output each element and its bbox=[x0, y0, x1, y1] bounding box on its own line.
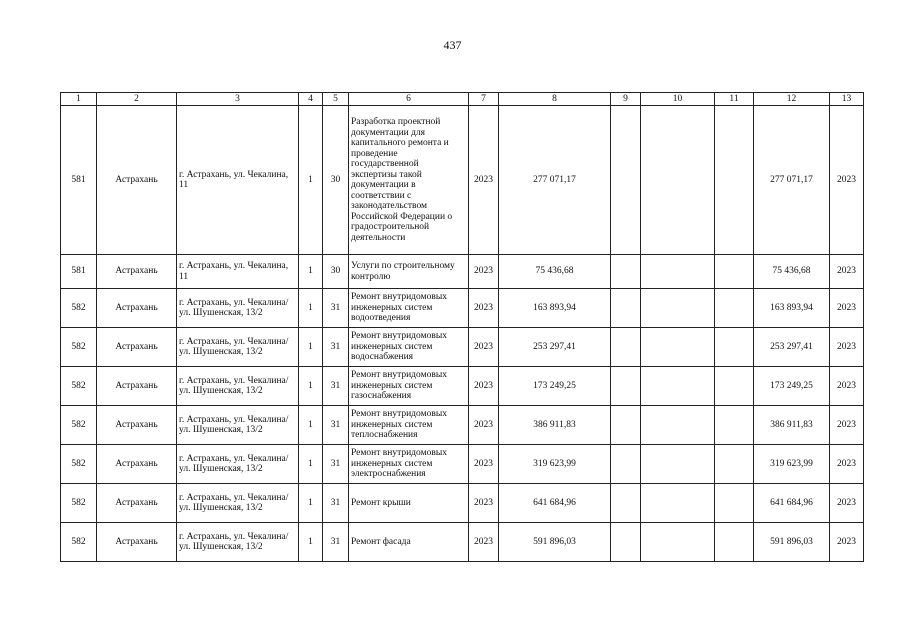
address-cell: г. Астрахань, ул. Чекалина, 11 bbox=[177, 255, 299, 289]
column-header: 13 bbox=[830, 93, 864, 106]
col10-cell bbox=[641, 255, 715, 289]
address-cell: г. Астрахань, ул. Чекалина/ ул. Шушенская, 13/2 bbox=[177, 445, 299, 484]
year-cell: 2023 bbox=[469, 328, 499, 367]
col5-cell: 31 bbox=[323, 406, 349, 445]
table-row bbox=[61, 523, 864, 562]
work-type-cell: Ремонт внутридомовых инженерных систем теплоснабжения bbox=[349, 406, 469, 445]
city-cell: Астрахань bbox=[97, 484, 177, 523]
work-type-cell: Ремонт внутридомовых инженерных систем водоотведения bbox=[349, 289, 469, 328]
amount-cell: 277 071,17 bbox=[499, 106, 611, 255]
address-cell: г. Астрахань, ул. Чекалина/ ул. Шушенская, 13/2 bbox=[177, 328, 299, 367]
col11-cell bbox=[715, 406, 754, 445]
col4-cell: 1 bbox=[299, 255, 323, 289]
col11-cell bbox=[715, 328, 754, 367]
work-type-cell: Разработка проектной документации для капитального ремонта и проведение государственной экспертизы такой документации в соответствии с законодательством Российской Федерации о градостроительной деятельности bbox=[349, 106, 469, 255]
year-end-cell: 2023 bbox=[830, 255, 864, 289]
year-end-cell: 2023 bbox=[830, 484, 864, 523]
year-cell: 2023 bbox=[469, 289, 499, 328]
row-number: 582 bbox=[61, 445, 97, 484]
col4-cell: 1 bbox=[299, 106, 323, 255]
column-header: 5 bbox=[323, 93, 349, 106]
col10-cell bbox=[641, 406, 715, 445]
col9-cell bbox=[611, 406, 641, 445]
col11-cell bbox=[715, 367, 754, 406]
year-end-cell: 2023 bbox=[830, 445, 864, 484]
table-row bbox=[61, 445, 864, 484]
year-cell: 2023 bbox=[469, 367, 499, 406]
column-header: 3 bbox=[177, 93, 299, 106]
col5-cell: 31 bbox=[323, 328, 349, 367]
work-type-cell: Ремонт внутридомовых инженерных систем газоснабжения bbox=[349, 367, 469, 406]
work-type-cell: Ремонт внутридомовых инженерных систем водоснабжения bbox=[349, 328, 469, 367]
col5-cell: 31 bbox=[323, 289, 349, 328]
year-end-cell: 2023 bbox=[830, 106, 864, 255]
address-cell: г. Астрахань, ул. Чекалина/ ул. Шушенская, 13/2 bbox=[177, 406, 299, 445]
amount-cell: 173 249,25 bbox=[499, 367, 611, 406]
row-number: 582 bbox=[61, 523, 97, 562]
total-cell: 75 436,68 bbox=[754, 255, 830, 289]
col10-cell bbox=[641, 484, 715, 523]
col9-cell bbox=[611, 328, 641, 367]
year-cell: 2023 bbox=[469, 406, 499, 445]
column-header: 9 bbox=[611, 93, 641, 106]
col4-cell: 1 bbox=[299, 367, 323, 406]
total-cell: 641 684,96 bbox=[754, 484, 830, 523]
address-cell: г. Астрахань, ул. Чекалина/ ул. Шушенская, 13/2 bbox=[177, 484, 299, 523]
col5-cell: 31 bbox=[323, 367, 349, 406]
table-row bbox=[61, 255, 864, 289]
address-cell: г. Астрахань, ул. Чекалина/ ул. Шушенская, 13/2 bbox=[177, 523, 299, 562]
col9-cell bbox=[611, 106, 641, 255]
col5-cell: 31 bbox=[323, 523, 349, 562]
table-row bbox=[61, 106, 864, 255]
column-header: 8 bbox=[499, 93, 611, 106]
year-cell: 2023 bbox=[469, 484, 499, 523]
header-row bbox=[61, 93, 864, 106]
year-cell: 2023 bbox=[469, 523, 499, 562]
column-header: 1 bbox=[61, 93, 97, 106]
year-end-cell: 2023 bbox=[830, 328, 864, 367]
year-end-cell: 2023 bbox=[830, 289, 864, 328]
col9-cell bbox=[611, 289, 641, 328]
col5-cell: 31 bbox=[323, 445, 349, 484]
amount-cell: 75 436,68 bbox=[499, 255, 611, 289]
city-cell: Астрахань bbox=[97, 289, 177, 328]
address-cell: г. Астрахань, ул. Чекалина, 11 bbox=[177, 106, 299, 255]
city-cell: Астрахань bbox=[97, 106, 177, 255]
work-type-cell: Услуги по строительному контролю bbox=[349, 255, 469, 289]
col9-cell bbox=[611, 255, 641, 289]
row-number: 582 bbox=[61, 328, 97, 367]
col10-cell bbox=[641, 523, 715, 562]
col11-cell bbox=[715, 445, 754, 484]
city-cell: Астрахань bbox=[97, 328, 177, 367]
amount-cell: 386 911,83 bbox=[499, 406, 611, 445]
total-cell: 173 249,25 bbox=[754, 367, 830, 406]
col11-cell bbox=[715, 106, 754, 255]
row-number: 582 bbox=[61, 406, 97, 445]
col10-cell bbox=[641, 289, 715, 328]
amount-cell: 253 297,41 bbox=[499, 328, 611, 367]
column-header: 10 bbox=[641, 93, 715, 106]
amount-cell: 641 684,96 bbox=[499, 484, 611, 523]
year-cell: 2023 bbox=[469, 106, 499, 255]
row-number: 581 bbox=[61, 255, 97, 289]
col4-cell: 1 bbox=[299, 328, 323, 367]
year-end-cell: 2023 bbox=[830, 406, 864, 445]
address-cell: г. Астрахань, ул. Чекалина/ ул. Шушенская, 13/2 bbox=[177, 367, 299, 406]
total-cell: 277 071,17 bbox=[754, 106, 830, 255]
column-header: 6 bbox=[349, 93, 469, 106]
col9-cell bbox=[611, 445, 641, 484]
col10-cell bbox=[641, 328, 715, 367]
col11-cell bbox=[715, 255, 754, 289]
col4-cell: 1 bbox=[299, 406, 323, 445]
col11-cell bbox=[715, 289, 754, 328]
amount-cell: 163 893,94 bbox=[499, 289, 611, 328]
table-row bbox=[61, 406, 864, 445]
column-header: 7 bbox=[469, 93, 499, 106]
row-number: 582 bbox=[61, 367, 97, 406]
work-type-cell: Ремонт крыши bbox=[349, 484, 469, 523]
col4-cell: 1 bbox=[299, 523, 323, 562]
col5-cell: 30 bbox=[323, 255, 349, 289]
col11-cell bbox=[715, 484, 754, 523]
amount-cell: 319 623,99 bbox=[499, 445, 611, 484]
city-cell: Астрахань bbox=[97, 367, 177, 406]
column-header: 11 bbox=[715, 93, 754, 106]
col10-cell bbox=[641, 106, 715, 255]
address-cell: г. Астрахань, ул. Чекалина/ ул. Шушенская, 13/2 bbox=[177, 289, 299, 328]
column-header: 4 bbox=[299, 93, 323, 106]
col5-cell: 31 bbox=[323, 484, 349, 523]
total-cell: 386 911,83 bbox=[754, 406, 830, 445]
year-end-cell: 2023 bbox=[830, 523, 864, 562]
total-cell: 319 623,99 bbox=[754, 445, 830, 484]
row-number: 582 bbox=[61, 289, 97, 328]
amount-cell: 591 896,03 bbox=[499, 523, 611, 562]
total-cell: 253 297,41 bbox=[754, 328, 830, 367]
work-type-cell: Ремонт фасада bbox=[349, 523, 469, 562]
work-type-cell: Ремонт внутридомовых инженерных систем электроснабжения bbox=[349, 445, 469, 484]
city-cell: Астрахань bbox=[97, 255, 177, 289]
col10-cell bbox=[641, 445, 715, 484]
col9-cell bbox=[611, 523, 641, 562]
year-cell: 2023 bbox=[469, 445, 499, 484]
year-cell: 2023 bbox=[469, 255, 499, 289]
city-cell: Астрахань bbox=[97, 406, 177, 445]
repair-registry-table bbox=[60, 92, 864, 562]
table-row bbox=[61, 367, 864, 406]
city-cell: Астрахань bbox=[97, 445, 177, 484]
col4-cell: 1 bbox=[299, 445, 323, 484]
table-row bbox=[61, 484, 864, 523]
total-cell: 591 896,03 bbox=[754, 523, 830, 562]
col9-cell bbox=[611, 484, 641, 523]
row-number: 581 bbox=[61, 106, 97, 255]
city-cell: Астрахань bbox=[97, 523, 177, 562]
total-cell: 163 893,94 bbox=[754, 289, 830, 328]
column-header: 12 bbox=[754, 93, 830, 106]
table-row bbox=[61, 328, 864, 367]
table-row bbox=[61, 289, 864, 328]
row-number: 582 bbox=[61, 484, 97, 523]
page-number: 437 bbox=[443, 38, 462, 52]
column-header: 2 bbox=[97, 93, 177, 106]
col9-cell bbox=[611, 367, 641, 406]
year-end-cell: 2023 bbox=[830, 367, 864, 406]
col11-cell bbox=[715, 523, 754, 562]
col4-cell: 1 bbox=[299, 289, 323, 328]
col10-cell bbox=[641, 367, 715, 406]
col4-cell: 1 bbox=[299, 484, 323, 523]
col5-cell: 30 bbox=[323, 106, 349, 255]
